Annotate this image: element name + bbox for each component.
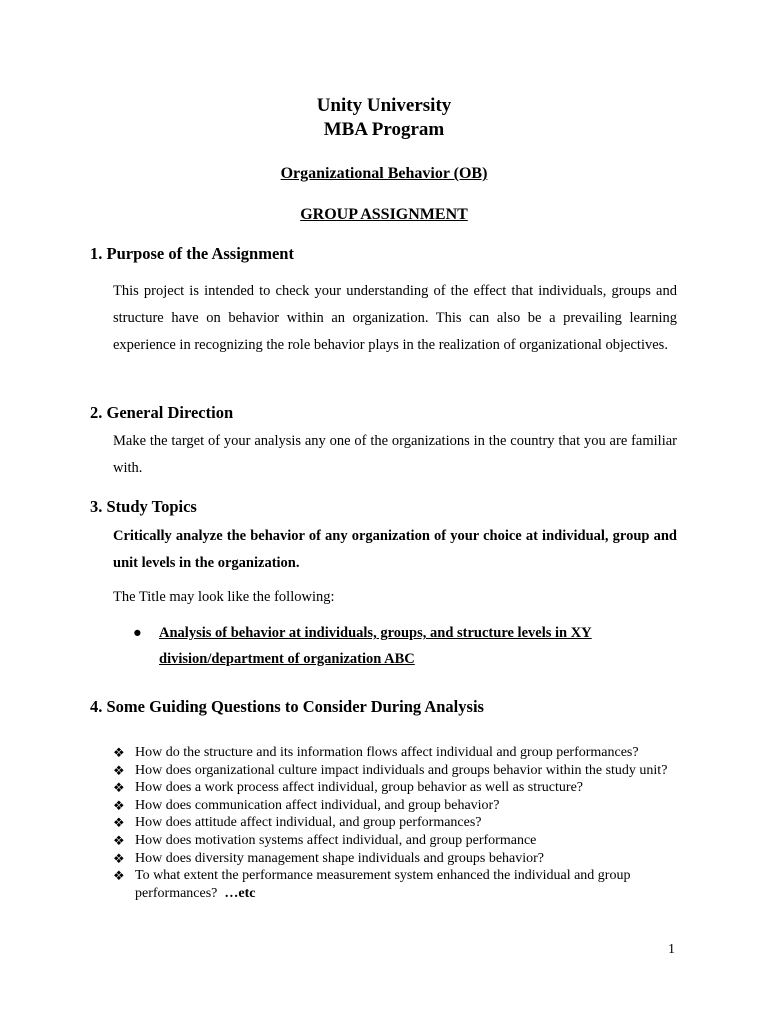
diamond-bullet-icon: ❖ bbox=[113, 780, 125, 796]
list-item bbox=[113, 850, 677, 868]
diamond-bullet-icon: ❖ bbox=[113, 762, 125, 778]
section4-heading: 4. Some Guiding Questions to Consider During Analysis bbox=[90, 697, 484, 716]
course-title: Organizational Behavior (OB) bbox=[280, 165, 488, 182]
question-text: To what extent the performance measurement system enhanced the individual and group performances? bbox=[135, 868, 631, 901]
list-item bbox=[113, 762, 677, 780]
guiding-questions-list bbox=[113, 744, 677, 902]
bullet-icon: ● bbox=[133, 625, 142, 641]
diamond-bullet-icon: ❖ bbox=[113, 850, 125, 866]
section1-body: This project is intended to check your understanding of the effect that individuals, groups and structure have on behavior within an organization. This can also be a prevailing learning experience in recognizing the role behavior plays in the realization of organizational objectives. bbox=[113, 283, 677, 353]
list-item bbox=[113, 867, 677, 902]
question-text: How does organizational culture impact individuals and groups behavior within the study unit? bbox=[135, 762, 668, 778]
page-number: 1 bbox=[668, 942, 675, 957]
section2-body: Make the target of your analysis any one of the organizations in the country that you are familiar with. bbox=[113, 433, 677, 476]
question-text: How do the structure and its information flows affect individual and group performances? bbox=[135, 745, 639, 760]
list-item bbox=[113, 797, 677, 815]
university-title: Unity University bbox=[316, 95, 452, 116]
assignment-title-wrap bbox=[0, 205, 768, 225]
title-example-line2: division/department of organization ABC bbox=[159, 651, 415, 667]
diamond-bullet-icon: ❖ bbox=[113, 745, 125, 760]
course-title-wrap bbox=[0, 164, 768, 184]
list-item bbox=[113, 779, 677, 797]
section2-heading: 2. General Direction bbox=[90, 403, 234, 422]
diamond-bullet-icon: ❖ bbox=[113, 815, 125, 831]
question-text: How does motivation systems affect individual, and group performance bbox=[135, 832, 537, 848]
section3-instruction: Critically analyze the behavior of any organization of your choice at individual, group and unit levels in the organization. bbox=[113, 528, 677, 571]
section3-title-intro: The Title may look like the following: bbox=[113, 589, 335, 605]
question-text: How does attitude affect individual, and group performances? bbox=[135, 815, 482, 831]
title-example-bullet bbox=[133, 620, 693, 676]
diamond-bullet-icon: ❖ bbox=[113, 868, 125, 884]
diamond-bullet-icon: ❖ bbox=[113, 832, 125, 848]
title-example-line1: Analysis of behavior at individuals, groups, and structure levels in XY bbox=[159, 625, 592, 641]
question-text: How does communication affect individual, and group behavior? bbox=[135, 797, 500, 813]
list-item bbox=[113, 832, 677, 850]
diamond-bullet-icon: ❖ bbox=[113, 797, 125, 813]
etc-label: …etc bbox=[224, 885, 256, 901]
list-item bbox=[113, 814, 677, 832]
section3-heading: 3. Study Topics bbox=[90, 497, 197, 516]
list-item bbox=[113, 744, 677, 762]
assignment-title: GROUP ASSIGNMENT bbox=[300, 206, 468, 223]
question-text: How does a work process affect individual, group behavior as well as structure? bbox=[135, 780, 583, 796]
program-title: MBA Program bbox=[323, 119, 445, 140]
section1-heading: 1. Purpose of the Assignment bbox=[90, 244, 294, 263]
question-text: How does diversity management shape individuals and groups behavior? bbox=[135, 850, 545, 866]
